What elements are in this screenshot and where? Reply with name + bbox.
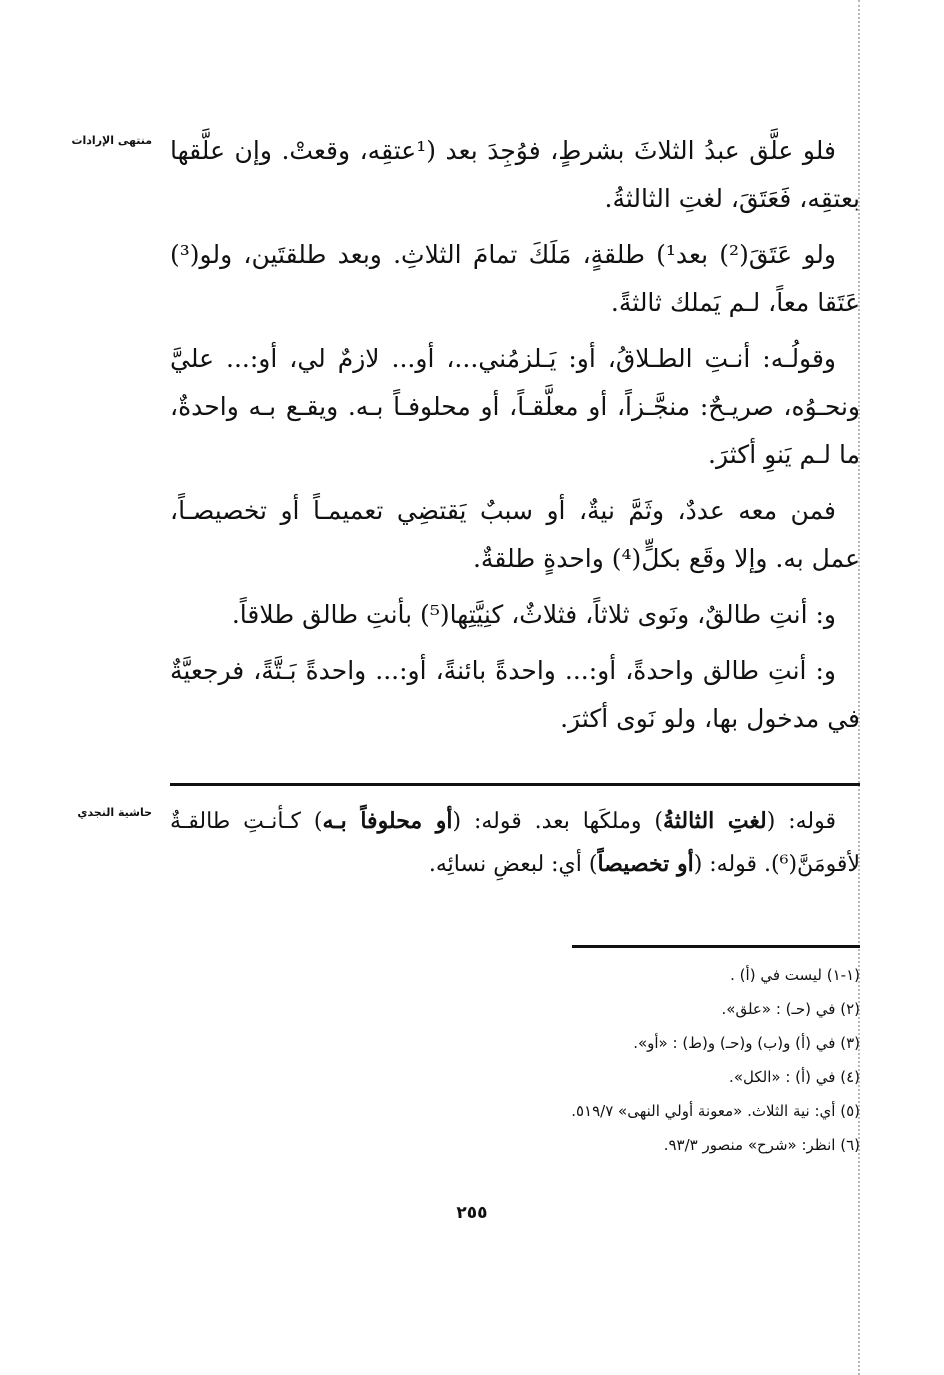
main-paragraph-3: وقولُـه: أنـتِ الطـلاقُ، أو: يَـلزمُني...، أو... لازمٌ لي، أو:... عليَّ ونحـوُه، صريـحٌ: منجَّـزاً، أو معلَّقـاً، أو محلوفـاً بـه. ويقـع بـه واحدةٌ، ما لـم يَنوِ أكثرَ. xyxy=(170,344,860,469)
hashiya-paragraph xyxy=(170,800,860,886)
hashiya-part-4: ) أي: لبعضِ نسائِه. xyxy=(428,852,598,877)
footnote-1: (١-١) ليست في (أ) . xyxy=(730,966,860,984)
footnote-2: (٢) في (حـ) : «علق». xyxy=(721,1000,860,1018)
main-paragraph-6: و: أنتِ طالق واحدةً، أو:... واحدةً بائنةً، أو:... واحدةً بَـتَّةً، فرجعيَّةٌ في مدخول بها، ولو نَوى أكثرَ. xyxy=(170,656,860,733)
section-divider xyxy=(170,783,860,786)
footnote-4: (٤) في (أ) : «الكل». xyxy=(729,1068,860,1086)
hashiya-quote-2: أو محلوفاً بـه xyxy=(322,808,453,834)
main-text xyxy=(170,127,860,751)
side-label-main: منتهى الإرادات xyxy=(71,134,152,147)
side-label-hashiya: حاشية النجدي xyxy=(77,806,152,819)
main-paragraph-4: فمن معه عددٌ، وثَمَّ نيةٌ، أو سببٌ يَقتضِي تعميمـاً أو تخصيصـاً، عمل به. وإلا وقَع بكلٍّ(⁴) واحدةٍ طلقةٌ. xyxy=(170,496,860,573)
footnotes xyxy=(170,958,860,1162)
hashiya-quote-1: لغتِ الثالثةُ xyxy=(662,808,767,834)
main-paragraph-5: و: أنتِ طالقٌ، ونَوى ثلاثاً، فثلاثٌ، كنِيَّتِها(⁵) بأنتِ طالق طلاقاً. xyxy=(231,600,836,629)
footnote-6: (٦) انظر: «شرح» منصور ٩٣/٣. xyxy=(663,1136,860,1154)
hashiya-part-1: قوله: ( xyxy=(766,809,836,834)
hashiya-quote-3: أو تخصيصاً xyxy=(597,851,694,877)
footnote-3: (٣) في (أ) و(ب) و(حـ) و(ط) : «أو». xyxy=(633,1034,860,1052)
footnote-divider xyxy=(572,945,860,948)
hashiya-text xyxy=(170,800,860,886)
main-paragraph-2: ولو عَتَقَ(²) بعد¹) طلقةٍ، مَلَكَ تمامَ الثلاثِ. وبعد طلقتَين، ولو(³) عَتَقا معاً، لـم يَملك ثالثةً. xyxy=(170,240,860,317)
main-paragraph-1: فلو علَّق عبدُ الثلاثَ بشرطٍ، فوُجِدَ بعد (¹عتقِه، وقعتْ. وإن علَّقها بعتقِه، فَعَتَقَ، لغتِ الثالثةُ. xyxy=(170,136,860,213)
hashiya-part-2: ) وملكَها بعد. قوله: ( xyxy=(452,809,663,834)
hashiya-part-3: ) كـأنـتِ طالقـةٌ لأقومَنَّ(⁶). قوله: ( xyxy=(170,809,860,877)
page-number: ٢٥٥ xyxy=(456,1203,488,1223)
footnote-5: (٥) أي: نية الثلاث. «معونة أولي النهى» ٥١٩/٧. xyxy=(571,1102,860,1120)
